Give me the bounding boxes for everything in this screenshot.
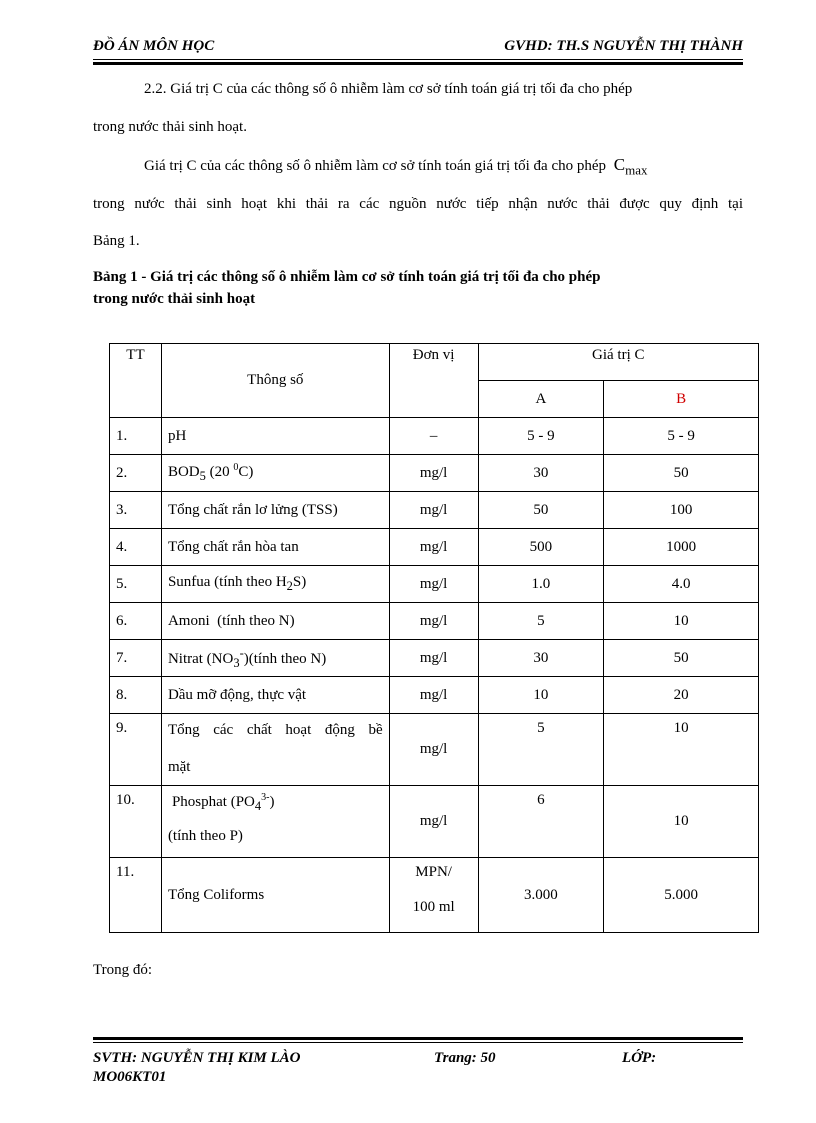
- table-row: [110, 529, 759, 566]
- parameters-table: [109, 343, 759, 933]
- footer-rule-thick: [93, 1037, 743, 1040]
- table-caption-line2: trong nước thải sinh hoạt: [93, 291, 256, 307]
- row-param: Tổng chất rắn hòa tan: [161, 529, 389, 566]
- row-value-a: 10: [478, 677, 604, 714]
- header-left: ĐỒ ÁN MÔN HỌC: [93, 38, 215, 54]
- table-caption-line1: Bảng 1 - Giá trị các thông số ô nhiễm làm cơ sở tính toán giá trị tối đa cho phép: [93, 269, 601, 285]
- header-rule-thin: [93, 59, 743, 60]
- row-value-a: 1.0: [478, 566, 604, 603]
- footer-rule-thin: [93, 1042, 743, 1043]
- row-unit: mg/l: [389, 492, 478, 529]
- row-unit: mg/l: [389, 455, 478, 492]
- header-col-a: A: [478, 381, 604, 418]
- footer-class-code: MO06KT01: [93, 1069, 167, 1085]
- cmax-symbol: $C_{max}$: [613, 155, 648, 178]
- row-unit: MPN/ 100 ml: [389, 858, 478, 933]
- row-value-b: 10: [604, 603, 759, 640]
- row-value-b: 1000: [604, 529, 759, 566]
- row-unit: mg/l: [389, 677, 478, 714]
- row-value-a: 500: [478, 529, 604, 566]
- row-param: Nitrat $(NO_3^-)(tính$ theo N): [161, 640, 389, 677]
- row-value-a: 5: [478, 603, 604, 640]
- row-tt: 4.: [110, 529, 162, 566]
- row-param: Tổng các chất hoạt động bề mặt: [161, 714, 389, 786]
- row-tt: 8.: [110, 677, 162, 714]
- header-rule-thick: [93, 62, 743, 65]
- row-param: Tổng chất rắn lơ lửng (TSS): [161, 492, 389, 529]
- header-value-group: Giá trị C: [478, 344, 758, 381]
- row-unit: mg/l: [389, 786, 478, 858]
- footer-class-label: LỚP:: [622, 1050, 657, 1066]
- after-table-text: Trong đó:: [93, 962, 153, 978]
- row-unit: –: [389, 418, 478, 455]
- row-value-b: 50: [604, 640, 759, 677]
- row-value-b: 5.000: [604, 858, 759, 933]
- table-header-row: [110, 344, 759, 381]
- row-tt: 7.: [110, 640, 162, 677]
- row-unit: mg/l: [389, 603, 478, 640]
- row-param: Phosphat $(PO_4^{3-})$ (tính theo P): [161, 786, 389, 858]
- row-value-b: 10: [604, 714, 759, 786]
- row-tt: 10.: [110, 786, 162, 858]
- row-unit: mg/l: [389, 714, 478, 786]
- row-param: Tổng Coliforms: [161, 858, 389, 933]
- paragraph-line1: Giá trị C của các thông số ô nhiễm làm cơ sở tính toán giá trị tối đa cho phép: [144, 158, 607, 174]
- table-row: [110, 640, 759, 677]
- row-value-a: 6: [478, 786, 604, 858]
- header-tt: TT: [110, 344, 162, 418]
- row-value-b: 4.0: [604, 566, 759, 603]
- table-row: [110, 858, 759, 933]
- paragraph-line2: trong nước thải sinh hoạt khi thải ra các nguồn nước tiếp nhận nước thải được quy định tại: [93, 196, 743, 212]
- table-row: [110, 566, 759, 603]
- row-param: pH: [161, 418, 389, 455]
- header-param: Thông số: [161, 344, 389, 418]
- row-value-a: 30: [478, 455, 604, 492]
- row-value-a: 5 - 9: [478, 418, 604, 455]
- row-tt: 6.: [110, 603, 162, 640]
- table-row: [110, 455, 759, 492]
- section-heading-line2: trong nước thải sinh hoạt.: [93, 119, 247, 135]
- row-value-a: 3.000: [478, 858, 604, 933]
- row-unit: mg/l: [389, 640, 478, 677]
- section-heading-line1: 2.2. Giá trị C của các thông số ô nhiễm làm cơ sở tính toán giá trị tối đa cho phép: [144, 81, 633, 97]
- table-row: [110, 418, 759, 455]
- row-tt: 5.: [110, 566, 162, 603]
- row-value-b: 5 - 9: [604, 418, 759, 455]
- row-value-b: 50: [604, 455, 759, 492]
- row-unit: mg/l: [389, 566, 478, 603]
- row-value-a: 30: [478, 640, 604, 677]
- paragraph: [144, 155, 648, 180]
- row-tt: 2.: [110, 455, 162, 492]
- row-unit: mg/l: [389, 529, 478, 566]
- row-value-b: 20: [604, 677, 759, 714]
- header-right: GVHD: TH.S NGUYỄN THỊ THÀNH: [504, 38, 743, 54]
- row-value-b: 100: [604, 492, 759, 529]
- table-row: [110, 786, 759, 858]
- row-param: Dầu mỡ động, thực vật: [161, 677, 389, 714]
- row-param: $BOD_5$ (20 $^0$C): [161, 455, 389, 492]
- table-row: [110, 714, 759, 786]
- row-param: Sunfua (tính theo $H_2S$): [161, 566, 389, 603]
- paragraph-line3: Bảng 1.: [93, 233, 140, 249]
- table-row: [110, 677, 759, 714]
- row-tt: 1.: [110, 418, 162, 455]
- row-value-a: 5: [478, 714, 604, 786]
- footer-student: SVTH: NGUYỄN THỊ KIM LÀO: [93, 1050, 301, 1066]
- header-unit: Đơn vị: [389, 344, 478, 418]
- row-tt: 9.: [110, 714, 162, 786]
- row-tt: 11.: [110, 858, 162, 933]
- row-param: Amoni (tính theo N): [161, 603, 389, 640]
- row-value-a: 50: [478, 492, 604, 529]
- row-value-b: 10: [604, 786, 759, 858]
- table-row: [110, 603, 759, 640]
- footer-page: Trang: 50: [434, 1050, 496, 1066]
- header-col-b: B: [604, 381, 759, 418]
- row-tt: 3.: [110, 492, 162, 529]
- table-row: [110, 492, 759, 529]
